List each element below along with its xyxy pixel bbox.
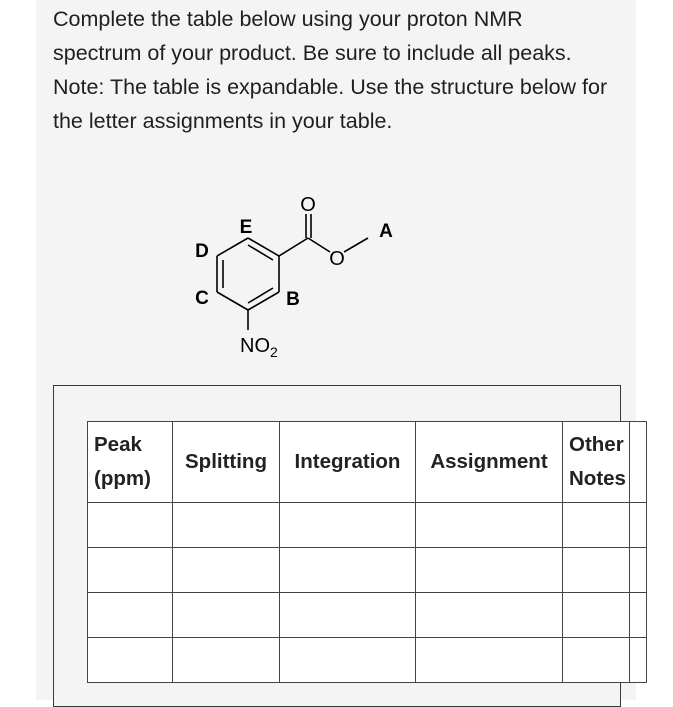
- cell-integration[interactable]: [280, 593, 416, 638]
- carbonyl-oxygen-label: O: [300, 194, 316, 216]
- cell-splitting[interactable]: [173, 548, 280, 593]
- cell-assignment[interactable]: [416, 593, 563, 638]
- label-b: B: [286, 289, 300, 310]
- nitro-label: $NO_2$: [240, 335, 278, 360]
- label-d: D: [195, 241, 209, 262]
- label-e: E: [239, 217, 253, 238]
- header-integration: Integration: [280, 422, 416, 503]
- cell-other-notes[interactable]: [563, 548, 630, 593]
- cell-assignment[interactable]: [416, 503, 563, 548]
- cell-extra[interactable]: [630, 638, 647, 683]
- question-text: Complete the table below using your proton NMR spectrum of your product. Be sure to include all peaks. Note: The table is expandable. Use the structure below for the letter assignments in your table.: [53, 7, 608, 133]
- cell-other-notes[interactable]: [563, 503, 630, 548]
- header-assignment: Assignment: [416, 422, 563, 503]
- cell-integration[interactable]: [280, 548, 416, 593]
- cell-splitting[interactable]: [173, 593, 280, 638]
- chemical-structure: [180, 190, 420, 365]
- cell-splitting[interactable]: [173, 503, 280, 548]
- header-other-notes: Other Notes: [563, 422, 630, 503]
- ester-oxygen-label: O: [329, 248, 345, 270]
- cell-integration[interactable]: [280, 638, 416, 683]
- cell-peak[interactable]: [88, 638, 173, 683]
- cell-assignment[interactable]: [416, 638, 563, 683]
- cell-extra[interactable]: [630, 593, 647, 638]
- cell-extra[interactable]: [630, 503, 647, 548]
- cell-other-notes[interactable]: [563, 593, 630, 638]
- header-splitting: Splitting: [173, 422, 280, 503]
- table-header-row: [88, 422, 647, 503]
- header-extra: [630, 422, 647, 503]
- cell-integration[interactable]: [280, 503, 416, 548]
- table-row: [88, 593, 647, 638]
- nmr-table: [87, 421, 647, 683]
- cell-peak[interactable]: [88, 503, 173, 548]
- cell-assignment[interactable]: [416, 548, 563, 593]
- table-row: [88, 548, 647, 593]
- cell-other-notes[interactable]: [563, 638, 630, 683]
- benzene-ring: [217, 238, 279, 310]
- label-a: A: [379, 221, 393, 242]
- table-row: [88, 638, 647, 683]
- cell-splitting[interactable]: [173, 638, 280, 683]
- table-row: [88, 503, 647, 548]
- cell-peak[interactable]: [88, 593, 173, 638]
- label-c: C: [195, 288, 209, 309]
- header-peak: Peak (ppm): [88, 422, 173, 503]
- cell-extra[interactable]: [630, 548, 647, 593]
- cell-peak[interactable]: [88, 548, 173, 593]
- ester-group: [279, 214, 368, 256]
